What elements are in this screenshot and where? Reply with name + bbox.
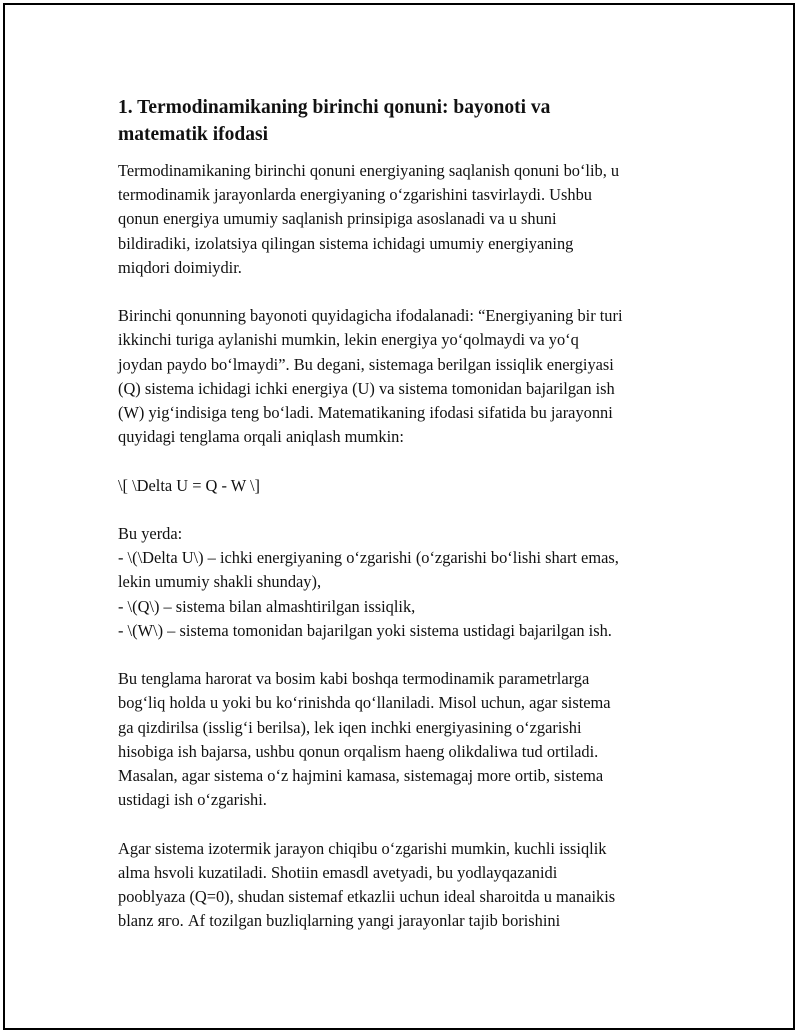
paragraph-intro: Termodinamikaning birinchi qonuni energiyaning saqlanish qonuni bo‘lib, u termodinamik jarayonlarda energiyaning o‘zgarishini tasvirlaydi. Ushbu qonun energiya umumiy saqlanish prinsipiga asoslanadi va u shuni bildiradiki, izolatsiya qilingan sistema ichidagi umumiy energiyaning miqdori doimiydir. [118, 161, 620, 277]
paragraph-definitions: Bu yerda: - \(\Delta U\) – ichki energiyaning o‘zgarishi (o‘zgarishi bo‘lishi shart emas, lekin umumiy shakli shunday), - \(Q\) – sistema bilan almashtirilgan issiqlik, - \(W\) – sistema tomonidan bajarilgan yoki sistema ustidagi bajarilgan ish. [118, 524, 619, 640]
paragraph-isothermal: Agar sistema izotermik jarayon chiqibu o‘zgarishi mumkin, kuchli issiqlik alma hsvoli kuzatiladi. Shotiin emasdl avetyadi, bu yodlayqazanidi pooblyaza (Q=0), shudan sistemaf etkazlii uchun ideal sharoitda u manaikis blanz яго. Af tozilgan buzliqlarning yangi jarayonlar tajib borishini [118, 838, 616, 931]
paragraph-application: Bu tenglama harorat va bosim kabi boshqa termodinamik parametrlarga bog‘liq holda u yoki bu ko‘rinishda qo‘llaniladi. Misol uchun, agar sistema ga qizdirilsa (isslig‘i berilsa), lek iqen inchki energiyasining o‘zgarishi hisobiga ish bajarsa, ushbu qonun orqalism haeng olikdaliwa tud ortiladi. Masalan, agar sistema o‘z hajmini kamasa, sistemagaj more ortib, sistema ustidagi ish o‘zgarishi. [118, 669, 611, 810]
equation: \[ \Delta U = Q - W \] [118, 475, 261, 495]
document-body [118, 94, 688, 958]
paragraph-statement: Birinchi qonunning bayonoti quyidagicha ifodalanadi: “Energiyaning bir turi ikkinchi turiga aylanishi mumkin, lekin energiya yo‘qolmaydi va yo‘q joydan paydo bo‘lmaydi”. Bu degani, sistemaga berilgan issiqlik energiyasi (Q) sistema ichidagi ichki energiya (U) va sistema tomonidan bajarilgan ish (W) yig‘indisiga teng bo‘ladi. Matematikaning ifodasi sifatida bu jarayonni quyidagi tenglama orqali aniqlash mumkin: [118, 306, 623, 447]
section-heading: 1. Termodinamikaning birinchi qonuni: bayonoti va matematik ifodasi [118, 97, 551, 145]
